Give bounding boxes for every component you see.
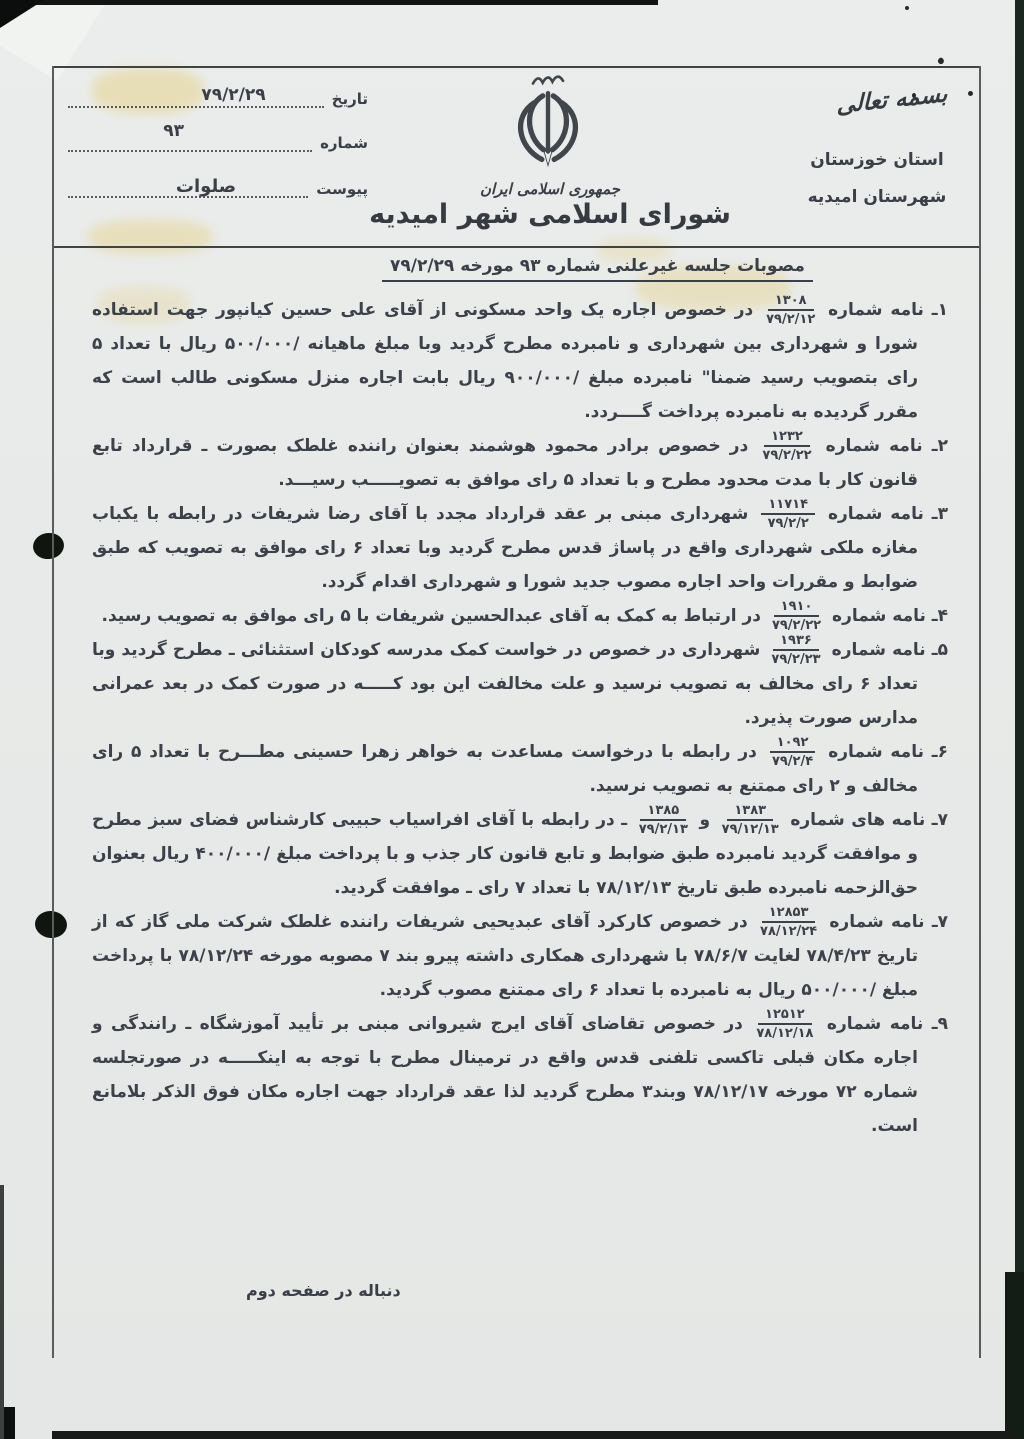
date-label: تاریخ [331,90,368,108]
item-number: ۴ـ [931,606,948,626]
item-text: در رابطه با درخواست مساعدت به خواهر زهرا حسینی مطـــرح با تعداد ۵ رای مخالف و ۲ رای ممتنع به تصویب نرسید. [92,742,918,796]
item-lead: نامه شماره [818,1014,932,1034]
resolution-item [92,429,948,497]
item-text: شهرداری در خصوص در خواست کمک مدرسه کودکان استثنائی ـ مطرح گردید وبا تعداد ۶ رای مخالف به تصویب نرسید و علت مخالفت این بود کـــــه در صورت کمک در بعد عمرانی مدارس صورت پذیرد. [92,640,918,728]
ref-joiner: و [692,810,717,830]
number-field [68,121,368,152]
scan-corner-top-left [0,0,44,28]
letter-number: ۱۳۸۳ [727,803,773,821]
item-number: ۱ـ [931,300,948,320]
resolution-item [92,633,948,735]
letter-number: ۱۲۳۲ [764,429,810,447]
letter-date: ۷۹/۲/۲۳ [771,652,821,667]
item-lead: نامه شماره [816,436,932,456]
letter-number: ۱۹۱۰ [774,599,820,617]
letter-date: ۷۸/۱۲/۱۸ [756,1026,814,1041]
item-text: در خصوص برادر محمود هوشمند بعنوان راننده غلطک بصورت ـ قرارداد تابع قانون کار با مدت محدود مطرح و با تعداد ۵ رای موافق به تصویـــــب رسیـــد. [92,436,918,490]
resolution-item [92,599,948,633]
hole-punch-bottom [34,909,69,939]
letter-reference [639,803,688,837]
continuation-note: دنباله در صفحه دوم [246,1281,401,1300]
letter-date: ۷۹/۲/۲۲ [771,618,822,633]
item-number: ۶ـ [931,742,948,762]
frame-line-top [52,66,981,68]
item-lead: نامه شماره [820,504,932,524]
item-lead: نامه شماره [822,912,932,932]
letter-number: ۱۹۳۶ [773,633,819,651]
iri-allah-emblem-icon [500,72,596,178]
item-number: ۲ـ [931,436,948,456]
letter-date: ۷۹/۱۲/۱۳ [721,822,779,837]
item-number: ۳ـ [931,504,948,524]
letter-reference [766,293,815,327]
dotted-line [68,121,312,152]
item-number: ۹ـ [931,1014,948,1034]
county-name: شهرستان امیدیه [807,187,947,207]
yellow-stain [88,220,212,254]
ink-speck [937,57,945,65]
letter-reference [756,1007,813,1041]
letter-reference [761,497,815,531]
attachment-label: پیوست [316,180,368,198]
letter-date: ۷۹/۲/۱۳ [638,822,688,837]
attachment-field [68,176,368,198]
letter-date: ۷۹/۲/۲ [767,516,809,531]
date-value: ۷۹/۲/۲۹ [201,85,266,105]
org-title: شورای اسلامی شهر امیدیه [369,199,731,230]
resolution-item [92,497,948,599]
scan-edge-bottom [52,1431,1014,1439]
number-value: ۹۳ [163,121,185,141]
item-text: در خصوص کارکرد آقای عبدیحیی شریفات راننده غلطک شرکت ملی گاز که از تاریخ ۷۸/۴/۲۳ لغایت ۷۸/۶/۷ با شهرداری همکاری داشته پیرو بند ۷ مصوبه مورخه ۷۸/۱۲/۲۴ با پرداخت مبلغ /۵۰۰/۰۰۰ ریال به نامبرده با تعداد ۶ رای ممتنع مصوب گردید. [92,912,918,1000]
item-text: شهرداری مبنی بر عقد قرارداد مجدد با آقای رضا شریفات در رابطه با یکباب مغازه ملکی شهرداری واقع در پاساژ قدس مطرح گردید وبا تعداد ۶ رای موافق به تصویب که طبق ضوابط و مقررات واحد اجاره مصوب جدید شورا و شهرداری اقدام گردد. [92,504,918,592]
item-lead: نامه شماره [820,742,932,762]
number-label: شماره [320,134,368,152]
letter-number: ۱۱۷۱۴ [761,497,815,515]
scan-edge-top [0,0,658,5]
province-name: استان خوزستان [810,150,944,170]
item-text: ـ در رابطه با آقای افراسیاب حبیبی کارشناس فضای سبز مطرح و موافقت گردید نامبرده طبق ضوابط و تابع قانون کار جذب و با پرداخت مبلغ /۴۰۰/۰۰۰ ریال بعنوان حق‌الزحمه نامبرده طبق تاریخ ۷۸/۱۲/۱۳ با تعداد ۷ رای ـ موافقت گردید. [92,810,918,898]
date-field [68,85,368,108]
bismillah-handwriting: بسمه تعالی [836,80,948,119]
letter-number: ۱۰۹۲ [770,735,816,753]
attachment-value: صلوات [175,176,237,197]
resolution-item [92,293,948,429]
resolution-item [92,803,948,905]
frame-line-left [52,66,54,1358]
item-number: ۵ـ [931,640,948,660]
minutes-title: مصوبات جلسه غیرعلنی شماره ۹۳ مورخه ۷۹/۲/۲۹ [382,256,813,282]
item-number: ۷ـ [931,912,949,932]
resolution-item [92,905,948,1007]
letter-reference [760,905,817,939]
letter-date: ۷۸/۱۲/۲۴ [760,924,818,939]
letter-reference [772,599,821,633]
item-lead: نامه شماره [825,640,932,660]
letter-reference [762,429,811,463]
letter-number: ۱۳۰۸ [768,293,814,311]
letter-date: ۷۹/۲/۲۲ [762,448,812,463]
scan-edge-right [1015,0,1024,1439]
item-text: در خصوص تقاضای آقای ایرج شیروانی مبنی بر تأیید آموزشگاه ـ رانندگی و اجاره مکان قبلی تاکسی تلفنی قدس واقع در ترمینال مطرح با توجه به اینکـــــه در صورتجلسه شماره ۷۲ مورخه ۷۸/۱۲/۱۷ وبند۳ مطرح گردید لذا عقد قرارداد جهت اجاره مکان فوق الذکر بلامانع است. [92,1014,918,1136]
emblem-caption: جمهوری اسلامی ایران [479,180,621,198]
ink-speck [905,6,909,10]
scan-edge-right-bottom [1005,1272,1024,1439]
letter-number: ۱۲۵۱۲ [758,1007,812,1025]
item-lead: نامه های شماره [783,810,932,830]
letter-date: ۷۹/۲/۱۲ [766,312,816,327]
frame-line-right [979,66,981,1358]
letter-number: ۱۳۸۵ [640,803,686,821]
letter-date: ۷۹/۲/۴ [771,754,814,769]
item-lead: نامه شماره [820,300,932,320]
letter-number: ۱۲۸۵۳ [762,905,816,923]
resolution-item [92,735,948,803]
frame-line-header-bottom [52,246,981,248]
item-text: در ارتباط به کمک به آقای عبدالحسین شریفات با ۵ رای موافق به تصویب رسید. [101,606,767,626]
letter-reference [722,803,779,837]
item-text: در خصوص اجاره یک واحد مسکونی از آقای علی حسین کیانپور جهت استفاده شورا و شهرداری بین شهرداری و نامبرده مطرح گردید وبا مبلغ ماهیانه /۵۰۰/۰۰۰ ریال با تعداد ۵ رای بتصویب رسید ضمنا" نامبرده مبلغ /۹۰۰/۰۰۰ ریال بابت اجاره منزل مسکونی طالب است که مقرر گردیده به نامبرده پرداخت گــــردد. [92,300,918,422]
hole-punch-top [31,531,65,561]
item-lead: نامه شماره [826,606,932,626]
dotted-line [68,176,308,198]
item-number: ۷ـ [931,810,948,830]
resolutions-list [92,293,948,1143]
letter-reference [771,633,820,667]
dotted-line [68,85,324,108]
letter-reference [770,735,816,769]
resolution-item [92,1007,948,1143]
scan-edge-left [0,1185,4,1439]
